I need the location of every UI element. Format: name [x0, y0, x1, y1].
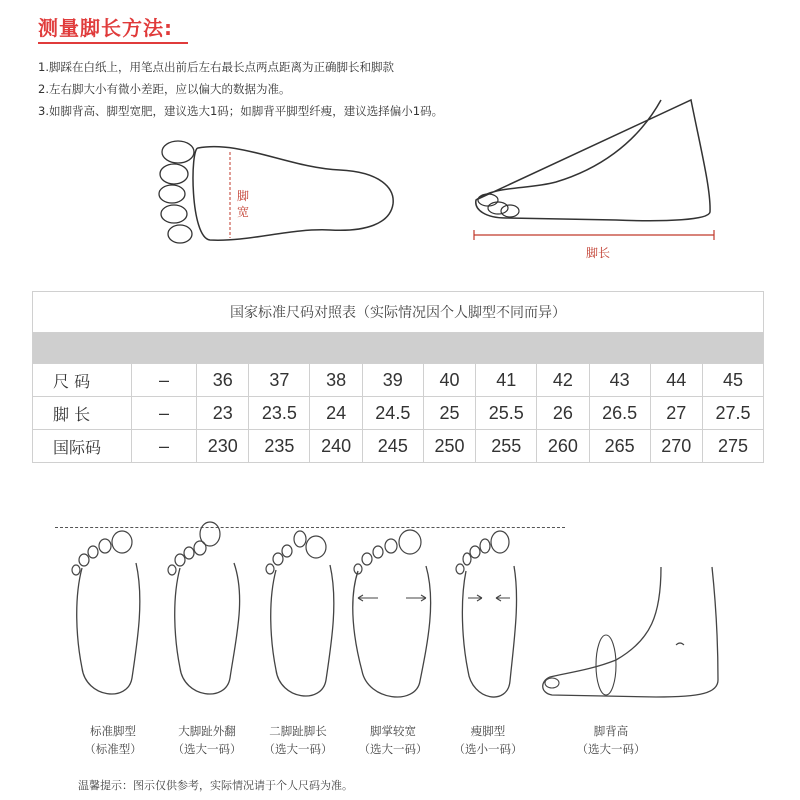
foot-type-high-instep-illustration	[536, 565, 736, 715]
foot-type-caption	[162, 722, 252, 758]
cell: 25.5	[476, 397, 537, 430]
cell: 24.5	[362, 397, 423, 430]
foot-width-text: 脚宽	[237, 189, 250, 219]
row-label-intl-size: 国际码	[33, 430, 132, 463]
cell: 255	[476, 430, 537, 463]
cell: 260	[537, 430, 589, 463]
cell: 26	[537, 397, 589, 430]
table-row-foot-length	[33, 397, 764, 430]
cell: 245	[362, 430, 423, 463]
note-1: 1.脚踩在白纸上，用笔点出前后左右最长点两点距离为正确脚长和脚款	[38, 60, 394, 74]
table-row-intl-size	[33, 430, 764, 463]
foot-length-label: 脚长	[586, 246, 611, 260]
cell: 24	[310, 397, 362, 430]
foot-type-name: 大脚趾外翻	[178, 724, 236, 738]
foot-side-view-illustration	[466, 90, 726, 230]
foot-type-advice: （标准型）	[84, 742, 142, 756]
cell: 39	[362, 364, 423, 397]
foot-type-advice: （选小一码）	[453, 742, 523, 756]
cell: 235	[249, 430, 310, 463]
title-underline	[38, 42, 188, 44]
cell: 25	[423, 397, 475, 430]
foot-type-caption	[348, 722, 438, 758]
cell: 270	[650, 430, 702, 463]
cell: 27.5	[703, 397, 764, 430]
cell: 38	[310, 364, 362, 397]
cell: 23	[197, 397, 249, 430]
length-arrow	[472, 228, 716, 242]
foot-type-caption	[566, 722, 656, 758]
table-gray-band	[33, 333, 764, 364]
foot-type-caption	[443, 722, 533, 758]
foot-type-caption	[253, 722, 343, 758]
foot-type-name: 标准脚型	[90, 724, 136, 738]
measure-notes	[38, 56, 443, 122]
foot-type-caption	[68, 722, 158, 758]
foot-top-view-illustration	[150, 138, 400, 248]
foot-type-advice: （选大一码）	[358, 742, 428, 756]
foot-type-advice: （选大一码）	[576, 742, 646, 756]
page-title: 测量脚长方法:	[38, 16, 173, 40]
foot-type-name: 二脚趾脚长	[269, 724, 327, 738]
row-dash: –	[132, 430, 197, 463]
cell: 37	[249, 364, 310, 397]
foot-type-advice: （选大一码）	[172, 742, 242, 756]
cell: 45	[703, 364, 764, 397]
row-label-size: 尺 码	[33, 364, 132, 397]
foot-type-long-second-toe-illustration	[256, 525, 346, 713]
foot-type-bunion-illustration	[160, 520, 250, 713]
footer-tip: 温馨提示：图示仅供参考，实际情况请于个人尺码为准。	[78, 779, 353, 792]
foot-width-label	[237, 188, 251, 220]
cell: 36	[197, 364, 249, 397]
cell: 240	[310, 430, 362, 463]
note-2: 2.左右脚大小有微小差距，应以偏大的数据为准。	[38, 82, 291, 96]
row-dash: –	[132, 364, 197, 397]
row-label-foot-length: 脚 长	[33, 397, 132, 430]
foot-type-name: 瘦脚型	[470, 724, 506, 738]
cell: 265	[589, 430, 650, 463]
cell: 41	[476, 364, 537, 397]
cell: 26.5	[589, 397, 650, 430]
cell: 44	[650, 364, 702, 397]
cell: 230	[197, 430, 249, 463]
row-dash: –	[132, 397, 197, 430]
cell: 27	[650, 397, 702, 430]
cell: 23.5	[249, 397, 310, 430]
cell: 40	[423, 364, 475, 397]
cell: 250	[423, 430, 475, 463]
foot-type-name: 脚掌较宽	[370, 724, 416, 738]
foot-type-advice: （选大一码）	[263, 742, 333, 756]
table-header: 国家标准尺码对照表（实际情况因个人脚型不同而异）	[33, 292, 764, 333]
cell: 43	[589, 364, 650, 397]
size-chart-table	[32, 291, 764, 463]
table-row-size	[33, 364, 764, 397]
foot-type-slim-illustration	[446, 526, 530, 713]
foot-type-name: 脚背高	[593, 724, 629, 738]
cell: 275	[703, 430, 764, 463]
cell: 42	[537, 364, 589, 397]
foot-type-wide-illustration	[344, 526, 440, 713]
foot-type-standard-illustration	[62, 528, 152, 713]
note-3: 3.如脚背高、脚型宽肥，建议选大1码；如脚背平脚型纤瘦，建议选择偏小1码。	[38, 104, 444, 118]
